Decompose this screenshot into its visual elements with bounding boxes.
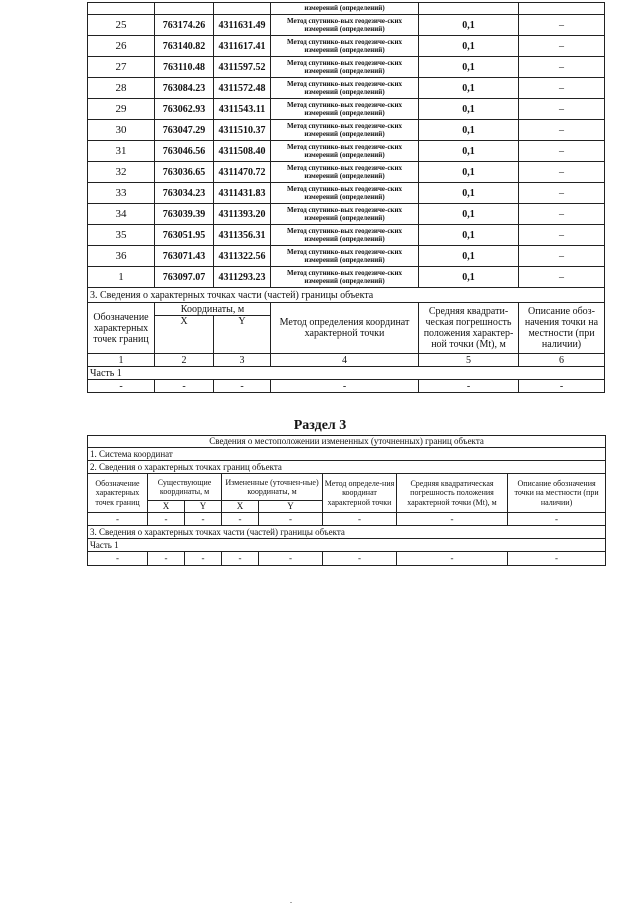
coord-y: 4311322.56 bbox=[214, 246, 271, 267]
coord-y: 4311470.72 bbox=[214, 162, 271, 183]
precision-cell: 0,1 bbox=[419, 57, 519, 78]
column-number: 2 bbox=[155, 354, 214, 367]
method-cell: Метод спутнико-вых геодезиче-ских измерений (определений) bbox=[271, 246, 419, 267]
coord-x: 763062.93 bbox=[155, 99, 214, 120]
point-number: 36 bbox=[88, 246, 155, 267]
method-cell: Метод спутнико-вых геодезиче-ских измерений (определений) bbox=[271, 57, 419, 78]
precision-cell: 0,1 bbox=[419, 78, 519, 99]
points-title-row: 2. Сведения о характерных точках границ объекта bbox=[88, 461, 606, 474]
empty-cell: - bbox=[419, 380, 519, 393]
part-section-title: 3. Сведения о характерных точках части (частей) границы объекта bbox=[88, 288, 605, 303]
empty-cell: - bbox=[185, 552, 222, 566]
column-number: 6 bbox=[519, 354, 605, 367]
coord-y: 4311293.23 bbox=[214, 267, 271, 288]
description-cell: – bbox=[519, 141, 605, 162]
empty-cell: - bbox=[259, 552, 323, 566]
coord-x: 763051.95 bbox=[155, 225, 214, 246]
method-cell: Метод спутнико-вых геодезиче-ских измерений (определений) bbox=[271, 36, 419, 57]
precision-cell: 0,1 bbox=[419, 99, 519, 120]
header-x: X bbox=[222, 501, 259, 513]
empty-cell: - bbox=[259, 513, 323, 526]
method-cell: Метод спутнико-вых геодезиче-ских измерений (определений) bbox=[271, 141, 419, 162]
dash-row bbox=[88, 513, 606, 526]
table-row bbox=[88, 141, 605, 162]
precision-cell: 0,1 bbox=[419, 225, 519, 246]
table-row bbox=[88, 225, 605, 246]
coord-y: 4311393.20 bbox=[214, 204, 271, 225]
coord-y: 4311431.83 bbox=[214, 183, 271, 204]
description-cell: – bbox=[519, 183, 605, 204]
empty-cell: - bbox=[222, 552, 259, 566]
header-description: Описание обоз-начения точки на местности (при наличии) bbox=[519, 303, 605, 354]
header-changed-coords: Измененные (уточнен-ные) координаты, м bbox=[222, 474, 323, 501]
header-designation: Обозначение характерных точек границ bbox=[88, 474, 148, 513]
precision-cell: 0,1 bbox=[419, 183, 519, 204]
precision-cell: 0,1 bbox=[419, 246, 519, 267]
header-x: X bbox=[148, 501, 185, 513]
section-title: Раздел 3 bbox=[293, 418, 347, 433]
table-row bbox=[88, 204, 605, 225]
empty-cell: - bbox=[508, 552, 606, 566]
point-number: 25 bbox=[88, 15, 155, 36]
header-method: Метод определения координат характерной точки bbox=[271, 303, 419, 354]
empty-cell: - bbox=[397, 552, 508, 566]
empty-cell: - bbox=[88, 380, 155, 393]
empty-cell: - bbox=[519, 380, 605, 393]
coord-x: 763110.48 bbox=[155, 57, 214, 78]
header-y: Y bbox=[214, 316, 271, 354]
empty-cell: - bbox=[508, 513, 606, 526]
method-cell: Метод спутнико-вых геодезиче-ских измерений (определений) bbox=[271, 267, 419, 288]
point-number: 28 bbox=[88, 78, 155, 99]
boundary-points-table bbox=[87, 2, 605, 393]
coord-system-row: 1. Система координат bbox=[88, 448, 606, 461]
column-number: 4 bbox=[271, 354, 419, 367]
header-designation: Обозначение характерных точек границ bbox=[88, 303, 155, 354]
empty-cell: - bbox=[271, 380, 419, 393]
point-number: 27 bbox=[88, 57, 155, 78]
point-number: 29 bbox=[88, 99, 155, 120]
table-row bbox=[88, 36, 605, 57]
method-cell: измерений (определений) bbox=[271, 3, 419, 15]
table-row bbox=[88, 183, 605, 204]
header-method: Метод определе-ния координат характерной точки bbox=[323, 474, 397, 513]
method-cell: Метод спутнико-вых геодезиче-ских измерений (определений) bbox=[271, 99, 419, 120]
part-section-title: 3. Сведения о характерных точках части (частей) границы объекта bbox=[88, 526, 606, 539]
empty-cell: - bbox=[397, 513, 508, 526]
footer-mark: . bbox=[290, 896, 292, 905]
coord-x: 763084.23 bbox=[155, 78, 214, 99]
header-x: X bbox=[155, 316, 214, 354]
coord-x: 763047.29 bbox=[155, 120, 214, 141]
point-number: 35 bbox=[88, 225, 155, 246]
description-cell: – bbox=[519, 78, 605, 99]
method-cell: Метод спутнико-вых геодезиче-ских измерений (определений) bbox=[271, 204, 419, 225]
precision-cell: 0,1 bbox=[419, 141, 519, 162]
precision-cell: 0,1 bbox=[419, 120, 519, 141]
table-row bbox=[88, 162, 605, 183]
point-number: 34 bbox=[88, 204, 155, 225]
method-cell: Метод спутнико-вых геодезиче-ских измерений (определений) bbox=[271, 183, 419, 204]
dash-row bbox=[88, 552, 606, 566]
point-number: 1 bbox=[88, 267, 155, 288]
column-numbers-row bbox=[88, 354, 605, 367]
table-row bbox=[88, 120, 605, 141]
precision-cell: 0,1 bbox=[419, 204, 519, 225]
table-row bbox=[88, 57, 605, 78]
description-cell: – bbox=[519, 267, 605, 288]
empty-cell: - bbox=[88, 513, 148, 526]
precision-cell: 0,1 bbox=[419, 36, 519, 57]
table-row bbox=[88, 78, 605, 99]
part-label: Часть 1 bbox=[88, 539, 606, 552]
coord-x: 763174.26 bbox=[155, 15, 214, 36]
coord-y: 4311572.48 bbox=[214, 78, 271, 99]
coord-y: 4311508.40 bbox=[214, 141, 271, 162]
coord-y: 4311356.31 bbox=[214, 225, 271, 246]
header-existing-coords: Существующие координаты, м bbox=[148, 474, 222, 501]
description-cell: – bbox=[519, 162, 605, 183]
description-cell: – bbox=[519, 120, 605, 141]
table-row bbox=[88, 246, 605, 267]
coord-x: 763039.39 bbox=[155, 204, 214, 225]
description-cell: – bbox=[519, 225, 605, 246]
column-number: 1 bbox=[88, 354, 155, 367]
empty-cell: - bbox=[185, 513, 222, 526]
precision-cell: 0,1 bbox=[419, 162, 519, 183]
coord-y: 4311510.37 bbox=[214, 120, 271, 141]
description-cell: – bbox=[519, 15, 605, 36]
empty-cell: - bbox=[214, 380, 271, 393]
precision-cell: 0,1 bbox=[419, 267, 519, 288]
coord-y: 4311597.52 bbox=[214, 57, 271, 78]
point-number: 30 bbox=[88, 120, 155, 141]
header-coords: Координаты, м bbox=[155, 303, 271, 316]
header-y: Y bbox=[259, 501, 323, 513]
point-number: 26 bbox=[88, 36, 155, 57]
description-cell: – bbox=[519, 204, 605, 225]
description-cell: – bbox=[519, 246, 605, 267]
empty-cell: - bbox=[148, 552, 185, 566]
table-row bbox=[88, 99, 605, 120]
header-description: Описание обозначения точки на местности (при наличии) bbox=[508, 474, 606, 513]
empty-cell: - bbox=[155, 380, 214, 393]
header-precision: Средняя квадрати-ческая погрешность положения характер-ной точки (Mt), м bbox=[419, 303, 519, 354]
header-precision: Средняя квадратическая погрешность положения характерной точки (Mt), м bbox=[397, 474, 508, 513]
description-cell: – bbox=[519, 36, 605, 57]
table-row bbox=[88, 15, 605, 36]
method-cell: Метод спутнико-вых геодезиче-ских измерений (определений) bbox=[271, 120, 419, 141]
table-row bbox=[88, 267, 605, 288]
point-number: 33 bbox=[88, 183, 155, 204]
header-y: Y bbox=[185, 501, 222, 513]
method-cell: Метод спутнико-вых геодезиче-ских измерений (определений) bbox=[271, 162, 419, 183]
coord-x: 763046.56 bbox=[155, 141, 214, 162]
part-label: Часть 1 bbox=[88, 367, 605, 380]
method-cell: Метод спутнико-вых геодезиче-ских измерений (определений) bbox=[271, 78, 419, 99]
coord-x: 763036.65 bbox=[155, 162, 214, 183]
changed-boundaries-table bbox=[87, 435, 606, 566]
table-caption: Сведения о местоположении измененных (уточненных) границ объекта bbox=[88, 436, 606, 448]
empty-cell: - bbox=[148, 513, 185, 526]
empty-cell: - bbox=[323, 552, 397, 566]
method-cell: Метод спутнико-вых геодезиче-ских измерений (определений) bbox=[271, 15, 419, 36]
point-number: 31 bbox=[88, 141, 155, 162]
dash-row bbox=[88, 380, 605, 393]
coord-x: 763140.82 bbox=[155, 36, 214, 57]
column-number: 3 bbox=[214, 354, 271, 367]
method-cell: Метод спутнико-вых геодезиче-ских измерений (определений) bbox=[271, 225, 419, 246]
coord-x: 763071.43 bbox=[155, 246, 214, 267]
coord-y: 4311543.11 bbox=[214, 99, 271, 120]
coord-y: 4311617.41 bbox=[214, 36, 271, 57]
coord-y: 4311631.49 bbox=[214, 15, 271, 36]
column-number: 5 bbox=[419, 354, 519, 367]
empty-cell: - bbox=[88, 552, 148, 566]
empty-cell: - bbox=[323, 513, 397, 526]
empty-cell: - bbox=[222, 513, 259, 526]
coord-x: 763034.23 bbox=[155, 183, 214, 204]
point-number: 32 bbox=[88, 162, 155, 183]
precision-cell: 0,1 bbox=[419, 15, 519, 36]
table-row-partial bbox=[88, 3, 605, 15]
description-cell: – bbox=[519, 99, 605, 120]
coord-x: 763097.07 bbox=[155, 267, 214, 288]
description-cell: – bbox=[519, 57, 605, 78]
